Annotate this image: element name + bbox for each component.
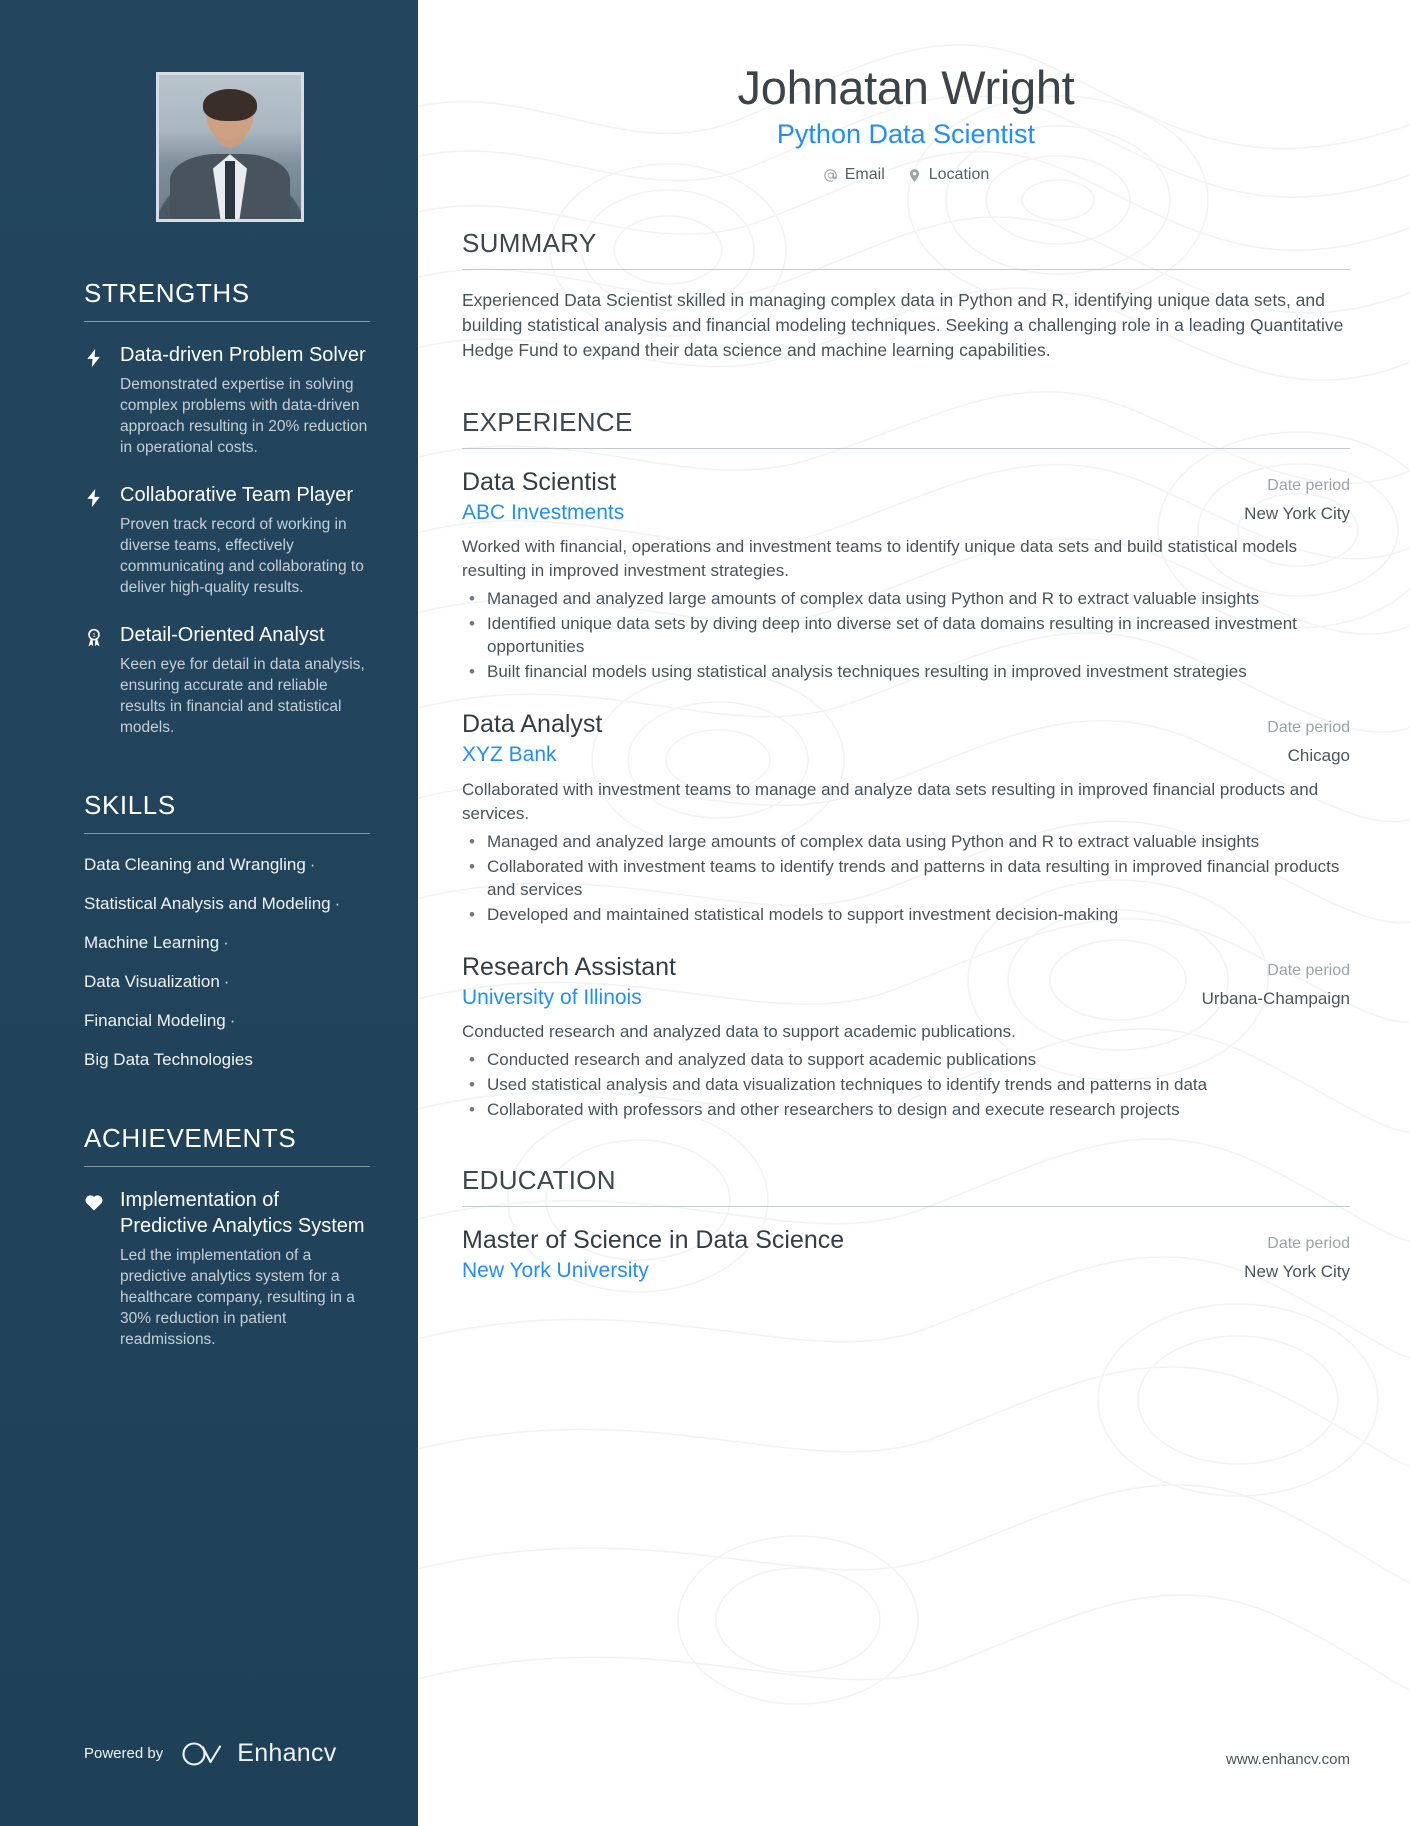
experience-bullet: • Built financial models using statistical analysis techniques resulting in improved investment strategies <box>462 660 1350 683</box>
contact-location[interactable] <box>907 166 990 184</box>
skill-item <box>84 932 370 954</box>
avatar-photo <box>159 75 301 219</box>
experience-role: Research Assistant <box>462 952 676 981</box>
strength-title: Detail-Oriented Analyst <box>120 624 325 646</box>
email-icon <box>823 167 838 184</box>
strength-description: Demonstrated expertise in solving complex problems with data-driven approach resulting in 20% reduction in operational costs. <box>120 376 368 456</box>
enhancv-logo-icon <box>181 1741 227 1767</box>
achievement-item <box>84 1187 370 1350</box>
experience-summary: Collaborated with investment teams to manage and analyze data sets resulting in improved financial products and services. <box>462 779 1319 823</box>
achievements-heading: ACHIEVEMENTS <box>84 1123 297 1153</box>
enhancv-brand[interactable] <box>181 1739 336 1768</box>
skill-label: Big Data Technologies <box>84 1050 253 1069</box>
experience-bullet: • Identified unique data sets by diving deep into diverse set of data domains resulting in increased investment opportunities <box>462 612 1350 658</box>
heart-icon <box>84 1187 106 1350</box>
experience-date: Date period <box>1267 719 1350 737</box>
education-section <box>462 1165 1350 1284</box>
enhancv-brand-name: Enhancv <box>237 1739 337 1767</box>
skill-separator: · <box>223 972 230 991</box>
skills-section <box>84 790 370 1071</box>
experience-bullets <box>462 830 1350 926</box>
education-heading: EDUCATION <box>462 1164 616 1195</box>
website-url[interactable]: www.enhancv.com <box>1226 1751 1350 1768</box>
experience-entry <box>462 952 1350 1121</box>
lightning-bolt-icon <box>84 342 106 458</box>
powered-by-footer <box>84 1739 337 1768</box>
experience-bullet: • Managed and analyzed large amounts of complex data using Python and R to extract valuable insights <box>462 830 1350 853</box>
skills-divider <box>84 833 370 834</box>
experience-role: Data Analyst <box>462 710 603 739</box>
contact-row <box>462 166 1350 184</box>
summary-text: Experienced Data Scientist skilled in managing complex data in Python and R, identifying unique data sets, and building statistical analysis and financial modeling techniques. Seeking a challenging role in a leading Quantitative Hedge Fund to expand their data science and machine learning capabilities. <box>462 290 1344 361</box>
experience-heading: EXPERIENCE <box>462 407 633 438</box>
location-pin-icon <box>907 167 922 184</box>
summary-divider <box>462 269 1350 270</box>
skill-separator: · <box>334 894 341 913</box>
skill-separator: · <box>309 855 316 874</box>
award-ribbon-icon <box>84 622 106 738</box>
achievements-divider <box>84 1166 370 1167</box>
avatar-tie <box>225 161 235 219</box>
achievement-description: Led the implementation of a predictive analytics system for a healthcare company, resulting in a 30% reduction in patient readmissions. <box>120 1247 355 1348</box>
experience-summary: Conducted research and analyzed data to support academic publications. <box>462 1021 1016 1041</box>
education-date: Date period <box>1267 1234 1350 1252</box>
education-degree: Master of Science in Data Science <box>462 1225 845 1254</box>
experience-section <box>462 407 1350 1121</box>
experience-organization[interactable]: ABC Investments <box>462 501 625 525</box>
strength-description: Proven track record of working in diverse teams, effectively communicating and collaborating to deliver high-quality results. <box>120 516 364 596</box>
experience-divider <box>462 448 1350 449</box>
skill-item <box>84 1010 370 1032</box>
experience-location: Urbana-Champaign <box>1201 988 1350 1008</box>
strength-title: Data-driven Problem Solver <box>120 344 366 366</box>
experience-bullet: • Managed and analyzed large amounts of complex data using Python and R to extract valuable insights <box>462 587 1350 610</box>
avatar-hair <box>203 89 257 121</box>
strengths-section <box>84 278 370 738</box>
skill-label: Statistical Analysis and Modeling <box>84 894 331 913</box>
experience-organization[interactable]: XYZ Bank <box>462 743 557 767</box>
contact-email-label: Email <box>844 166 885 184</box>
education-divider <box>462 1206 1350 1207</box>
svg-text:1: 1 <box>92 633 96 640</box>
experience-date: Date period <box>1267 961 1350 979</box>
experience-bullet: • Collaborated with professors and other researchers to design and execute research projects <box>462 1098 1350 1121</box>
skill-label: Data Cleaning and Wrangling <box>84 855 306 874</box>
achievement-title: Implementation of Predictive Analytics System <box>120 1189 365 1237</box>
contact-email[interactable] <box>823 166 885 184</box>
experience-bullet: • Used statistical analysis and data visualization techniques to identify trends and patterns in data <box>462 1073 1350 1096</box>
education-entry <box>462 1225 1350 1284</box>
experience-summary: Worked with financial, operations and investment teams to identify unique data sets and build statistical models resulting in improved investment strategies. <box>462 537 1298 581</box>
skill-item <box>84 854 370 876</box>
experience-role: Data Scientist <box>462 468 617 497</box>
strengths-divider <box>84 321 370 322</box>
experience-organization[interactable]: University of Illinois <box>462 985 642 1009</box>
experience-entry <box>462 467 1350 683</box>
experience-date: Date period <box>1267 477 1350 495</box>
experience-bullet: • Conducted research and analyzed data to support academic publications <box>462 1048 1350 1071</box>
education-institution[interactable]: New York University <box>462 1258 649 1282</box>
experience-location: Chicago <box>1287 746 1350 766</box>
contact-location-label: Location <box>928 166 990 184</box>
education-location: New York City <box>1244 1261 1350 1281</box>
powered-by-label: Powered by <box>84 1745 164 1762</box>
skill-item <box>84 1049 370 1071</box>
experience-bullet: • Developed and maintained statistical models to support investment decision-making <box>462 903 1350 926</box>
main-content <box>418 0 1410 1826</box>
experience-bullets <box>462 1048 1350 1121</box>
strength-description: Keen eye for detail in data analysis, ensuring accurate and reliable results in financial and statistical models. <box>120 656 365 736</box>
skills-heading: SKILLS <box>84 790 176 820</box>
strength-item <box>84 482 370 598</box>
experience-location: New York City <box>1244 504 1350 524</box>
experience-entry <box>462 709 1350 925</box>
page-title: Johnatan Wright <box>737 61 1075 114</box>
lightning-bolt-icon <box>84 482 106 598</box>
experience-bullet: • Collaborated with investment teams to identify trends and patterns in data resulting in improved financial products and services <box>462 855 1350 901</box>
skill-separator: · <box>229 1011 236 1030</box>
skill-label: Financial Modeling <box>84 1011 226 1030</box>
skill-item <box>84 971 370 993</box>
skill-label: Machine Learning <box>84 933 220 952</box>
sidebar <box>0 0 418 1826</box>
skill-label: Data Visualization <box>84 972 220 991</box>
summary-heading: SUMMARY <box>462 228 597 259</box>
strength-title: Collaborative Team Player <box>120 484 354 506</box>
strengths-heading: STRENGTHS <box>84 278 250 308</box>
strength-item <box>84 622 370 738</box>
achievements-section <box>84 1123 370 1350</box>
experience-bullets <box>462 587 1350 683</box>
summary-section <box>462 228 1350 363</box>
avatar <box>156 72 304 222</box>
skill-separator: · <box>223 933 229 952</box>
skill-item <box>84 893 370 915</box>
strength-item <box>84 342 370 458</box>
job-role-subtitle: Python Data Scientist <box>776 118 1036 149</box>
